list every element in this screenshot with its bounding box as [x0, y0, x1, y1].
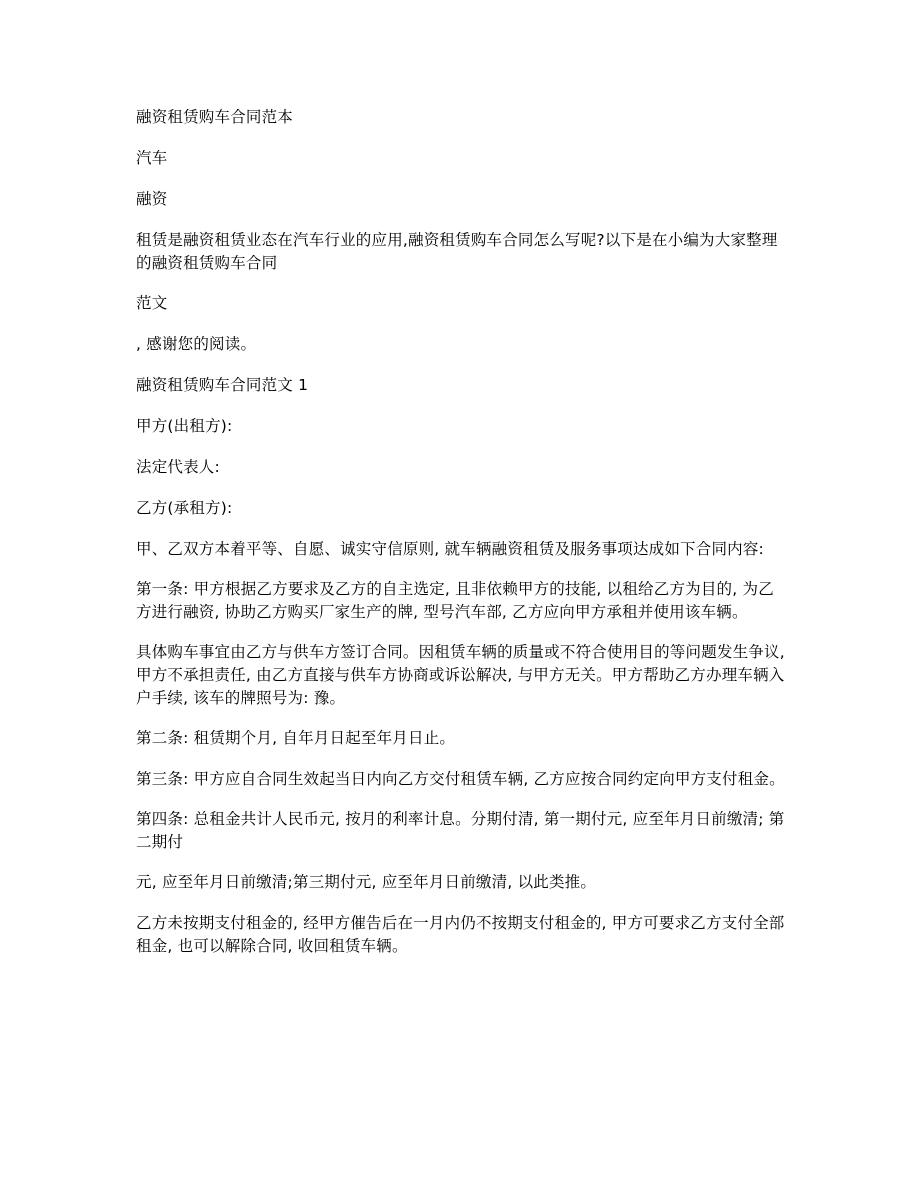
paragraph-agreement-preamble: 甲、乙双方本着平等、自愿、诚实守信原则, 就车辆融资租赁及服务事项达成如下合同内容:	[136, 540, 764, 558]
paragraph-fanwen: 范文	[136, 294, 168, 312]
paragraph-intro: 租赁是融资租赁业态在汽车行业的应用,融资租赁购车合同怎么写呢?以下是在小编为大家整理的融资租赁购车合同	[136, 231, 778, 272]
paragraph-purchase-details: 具体购车事宜由乙方与供车方签订合同。因租赁车辆的质量或不符合使用目的等问题发生争议, 甲方不承担责任, 由乙方直接与供车方协商或诉讼解决, 与甲方无关。甲方帮助乙方办理车辆入户手续, 该车的牌照号为: 豫。	[136, 643, 785, 707]
party-a-label: 甲方(出租方):	[136, 417, 233, 435]
clause-3: 第三条: 甲方应自合同生效起当日内向乙方交付租赁车辆, 乙方应按合同约定向甲方支付租金。	[136, 770, 785, 788]
paragraph-keyword-finance: 融资	[136, 190, 168, 208]
clause-4: 第四条: 总租金共计人民币元, 按月的利率计息。分期付清, 第一期付元, 应至年月日前缴清; 第二期付	[136, 810, 785, 851]
party-b-label: 乙方(承租方):	[136, 499, 233, 517]
document-body	[136, 106, 788, 975]
section-heading: 融资租赁购车合同范文 1	[136, 376, 309, 394]
paragraph-keyword-car: 汽车	[136, 149, 168, 167]
clause-1: 第一条: 甲方根据乙方要求及乙方的自主选定, 且非依赖甲方的技能, 以租给乙方为目的, 为乙方进行融资, 协助乙方购买厂家生产的牌, 型号汽车部, 乙方应向甲方承租并使用该车辆。	[136, 580, 774, 621]
clause-2: 第二条: 租赁期个月, 自年月日起至年月日止。	[136, 729, 456, 747]
legal-representative-label: 法定代表人:	[136, 458, 220, 476]
clause-4-continued: 元, 应至年月日前缴清;第三期付元, 应至年月日前缴清, 以此类推。	[136, 873, 597, 891]
paragraph-thanks: , 感谢您的阅读。	[136, 335, 257, 353]
paragraph-late-payment: 乙方未按期支付租金的, 经甲方催告后在一月内仍不按期支付租金的, 甲方可要求乙方支付全部租金, 也可以解除合同, 收回租赁车辆。	[136, 914, 785, 955]
document-title: 融资租赁购车合同范本	[136, 108, 294, 126]
